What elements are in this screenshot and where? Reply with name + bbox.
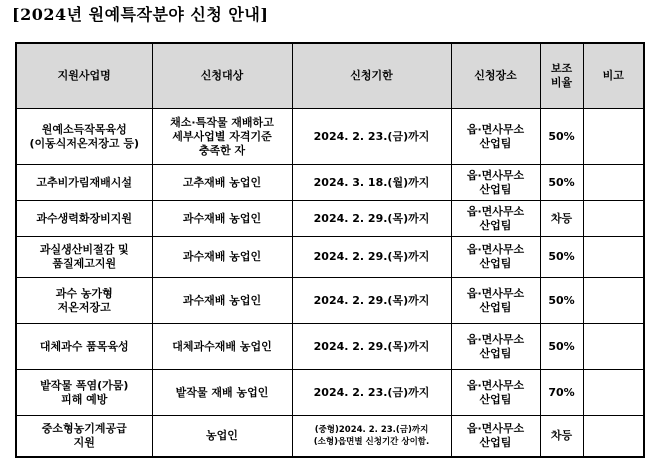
cell-note [583,278,644,324]
header-place: 신청장소 [451,43,540,109]
table-header-row [16,43,644,109]
cell-target: 농업인 [152,416,292,458]
cell-period: 2024. 2. 29.(목)까지 [292,201,451,237]
cell-target: 과수재배 농업인 [152,237,292,278]
table-row [16,324,644,370]
table-row [16,370,644,416]
cell-program: 고추비가림재배시설 [16,165,152,201]
cell-place: 읍·면사무소 산업팀 [451,201,540,237]
cell-note [583,165,644,201]
table-row [16,109,644,165]
cell-program: 과수 농가형 저온저장고 [16,278,152,324]
page-title: [2024년 원예특작분야 신청 안내] [12,5,269,24]
cell-ratio: 50% [540,324,583,370]
cell-target: 대체과수재배 농업인 [152,324,292,370]
cell-note [583,237,644,278]
cell-ratio: 50% [540,237,583,278]
cell-place: 읍·면사무소 산업팀 [451,416,540,458]
cell-place: 읍·면사무소 산업팀 [451,165,540,201]
cell-period: 2024. 2. 23.(금)까지 [292,370,451,416]
cell-ratio: 차등 [540,416,583,458]
cell-ratio: 50% [540,165,583,201]
table-row [16,165,644,201]
cell-program: 중소형농기계공급 지원 [16,416,152,458]
cell-period: 2024. 2. 29.(목)까지 [292,278,451,324]
cell-ratio: 70% [540,370,583,416]
cell-program: 과수생력화장비지원 [16,201,152,237]
header-ratio: 보조 비율 [540,43,583,109]
cell-target: 채소·특작물 재배하고 세부사업별 자격기준 충족한 자 [152,109,292,165]
cell-period: 2024. 2. 29.(목)까지 [292,237,451,278]
cell-period: (중형)2024. 2. 23.(금)까지 (소형)읍면별 신청기간 상이함. [292,416,451,458]
cell-ratio: 50% [540,109,583,165]
table-row [16,278,644,324]
cell-note [583,324,644,370]
cell-program: 원예소득작목육성 (이동식저온저장고 등) [16,109,152,165]
cell-note [583,201,644,237]
cell-note [583,370,644,416]
table-row [16,201,644,237]
cell-program: 대체과수 품목육성 [16,324,152,370]
cell-place: 읍·면사무소 산업팀 [451,109,540,165]
cell-ratio: 차등 [540,201,583,237]
table-row [16,237,644,278]
cell-program: 과실생산비절감 및 품질제고지원 [16,237,152,278]
cell-target: 밭작물 재배 농업인 [152,370,292,416]
cell-place: 읍·면사무소 산업팀 [451,324,540,370]
cell-note [583,416,644,458]
header-note: 비고 [583,43,644,109]
application-table [15,42,645,458]
cell-place: 읍·면사무소 산업팀 [451,278,540,324]
cell-period: 2024. 2. 29.(목)까지 [292,324,451,370]
cell-ratio: 50% [540,278,583,324]
header-program: 지원사업명 [16,43,152,109]
cell-period: 2024. 2. 23.(금)까지 [292,109,451,165]
header-target: 신청대상 [152,43,292,109]
cell-note [583,109,644,165]
cell-program: 밭작물 폭염(가뭄) 피해 예방 [16,370,152,416]
header-period: 신청기한 [292,43,451,109]
cell-target: 과수재배 농업인 [152,201,292,237]
cell-target: 과수재배 농업인 [152,278,292,324]
cell-period: 2024. 3. 18.(월)까지 [292,165,451,201]
cell-place: 읍·면사무소 산업팀 [451,237,540,278]
cell-target: 고추재배 농업인 [152,165,292,201]
table-row [16,416,644,458]
cell-place: 읍·면사무소 산업팀 [451,370,540,416]
